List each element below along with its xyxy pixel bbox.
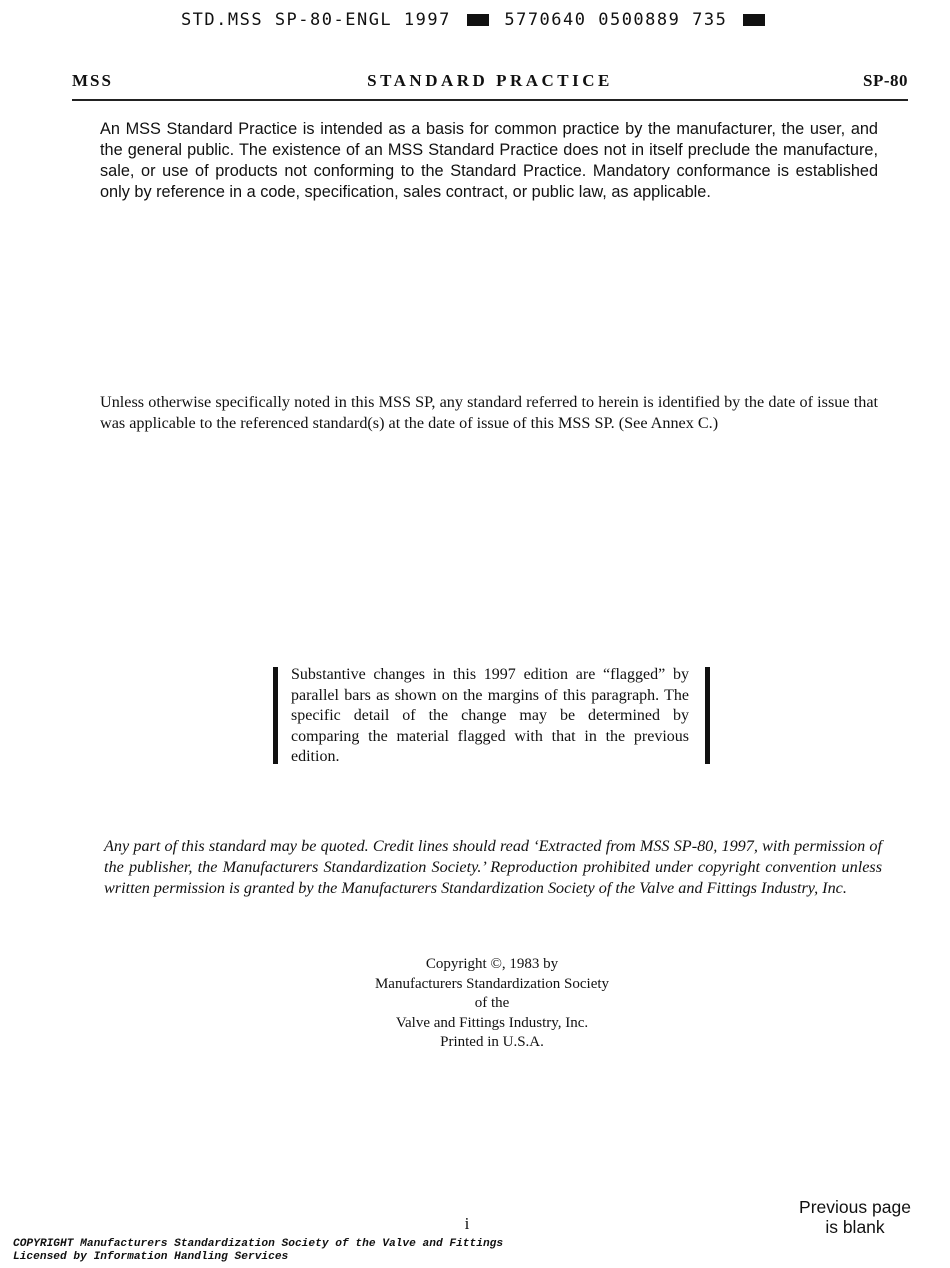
header-org: MSS	[72, 71, 113, 90]
page-number: i	[464, 1214, 470, 1233]
intro-paragraph: An MSS Standard Practice is intended as a basis for common practice by the manufacturer, the user, and the general public. The existence of an MSS Standard Practice does not in itself preclude the manufacture, sale, or use of products not conforming to the Standard Practice. Mandatory conformance is established only by reference in a code, specification, sales contract, or public law, as applicable.	[100, 120, 878, 201]
copyright-footer	[13, 1238, 503, 1264]
scan-header-number: 5770640 0500889 735	[504, 10, 728, 30]
copyright-block	[330, 955, 654, 1053]
copyright-line: Printed in U.S.A.	[440, 1034, 544, 1051]
scan-header	[0, 10, 950, 30]
header-title: STANDARD PRACTICE	[367, 71, 613, 90]
scan-header-code: STD.MSS SP-80-ENGL 1997	[180, 10, 451, 30]
previous-page-line: Previous page	[799, 1197, 911, 1217]
previous-page-line: is blank	[825, 1217, 885, 1237]
flagged-changes-paragraph: Substantive changes in this 1997 edition are “flagged” by parallel bars as shown on the margins of this paragraph. The specific detail of the change may be determined by comparing the material flagged with that in the previous edition.	[291, 666, 689, 765]
copyright-line: Copyright ©, 1983 by	[425, 956, 559, 972]
quote-notice-paragraph: Any part of this standard may be quoted. Credit lines should read ‘Extracted from MSS SP-80, 1997, with permission of the publisher, the Manufacturers Standardization Society.’ Reproduction prohibited under copyright convention unless written permission is granted by the Manufacturers Standardization Society of the Valve and Fittings Industry, Inc.	[104, 837, 882, 898]
change-flag-bar-right	[705, 667, 710, 764]
copyright-line: of the	[474, 995, 510, 1012]
copyright-line: Valve and Fittings Industry, Inc.	[395, 1014, 589, 1031]
copyright-line: Manufacturers Standardization Society	[374, 975, 610, 992]
footer-line: COPYRIGHT Manufacturers Standardization Society of the Valve and Fittings	[13, 1238, 504, 1250]
header-doc-id: SP-80	[863, 71, 908, 90]
header-rule	[72, 99, 908, 101]
change-flag-bar-left	[273, 667, 278, 764]
footer-line: Licensed by Information Handling Services	[13, 1251, 289, 1263]
references-paragraph: Unless otherwise specifically noted in this MSS SP, any standard referred to herein is identified by the date of issue that was applicable to the referenced standard(s) at the date of issue of this MSS SP. (See Annex C.)	[100, 393, 878, 432]
redaction-block	[743, 14, 765, 26]
redaction-block	[467, 14, 489, 26]
previous-page-note	[780, 1197, 930, 1237]
